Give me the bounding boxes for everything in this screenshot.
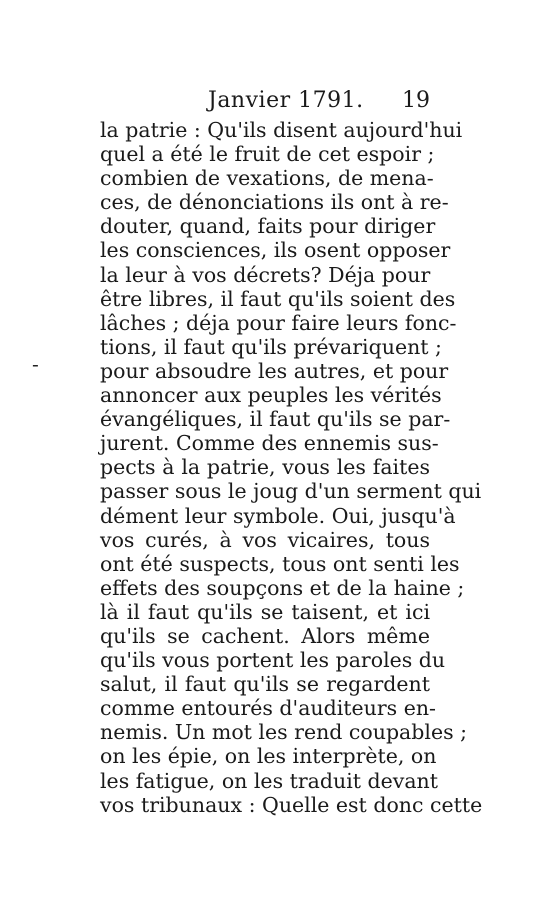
text-line: nemis. Un mot les rend coupables ; — [100, 720, 468, 745]
text-line: tions, il faut qu'ils prévariquent ; — [100, 334, 442, 359]
body-text — [100, 118, 483, 817]
text-line: là il faut qu'ils se taisent, et ici — [100, 599, 430, 624]
text-line: la patrie : Qu'ils disent aujourd'hui — [100, 118, 463, 142]
page-header — [100, 88, 430, 118]
text-line: effets des soupçons et de la haine ; — [100, 575, 465, 600]
text-line: pects à la patrie, vous les faites — [100, 455, 430, 480]
text-line: qu'ils se cachent. Alors même — [100, 623, 430, 648]
text-line: évangéliques, il faut qu'ils se par- — [100, 407, 451, 432]
text-line: annoncer aux peuples les vérités — [100, 383, 442, 408]
text-line: quel a été le fruit de cet espoir ; — [100, 142, 435, 167]
text-line: jurent. Comme des ennemis sus- — [100, 431, 439, 456]
text-line: être libres, il faut qu'ils soient des — [100, 286, 456, 311]
text-line: la leur à vos décrets? Déja pour — [100, 262, 431, 287]
text-line: les consciences, ils osent opposer — [100, 238, 451, 263]
text-line: combien de vexations, de mena- — [100, 166, 434, 191]
text-line: salut, il faut qu'ils se regardent — [100, 672, 430, 697]
text-line: les fatigue, on les traduit devant — [100, 768, 438, 793]
page-number: 19 — [402, 88, 430, 113]
margin-mark: - — [32, 352, 39, 376]
running-head: Janvier 1791. — [208, 88, 364, 113]
text-line: lâches ; déja pour faire leurs fonc- — [100, 310, 457, 335]
text-line: qu'ils vous portent les paroles du — [100, 648, 446, 673]
text-line: passer sous le joug d'un serment qui — [100, 479, 482, 504]
text-line: vos curés, à vos vicaires, tous — [100, 527, 430, 552]
text-line: ces, de dénonciations ils ont à re- — [100, 190, 449, 215]
text-line: on les épie, on les interprète, on — [100, 744, 437, 769]
text-line: douter, quand, faits pour diriger — [100, 214, 436, 239]
text-line: comme entourés d'auditeurs en- — [100, 696, 436, 721]
text-line: dément leur symbole. Oui, jusqu'à — [100, 503, 456, 528]
text-line: vos tribunaux : Quelle est donc cette — [100, 792, 483, 817]
text-line: ont été suspects, tous ont senti les — [100, 551, 460, 576]
text-line: pour absoudre les autres, et pour — [100, 358, 449, 383]
